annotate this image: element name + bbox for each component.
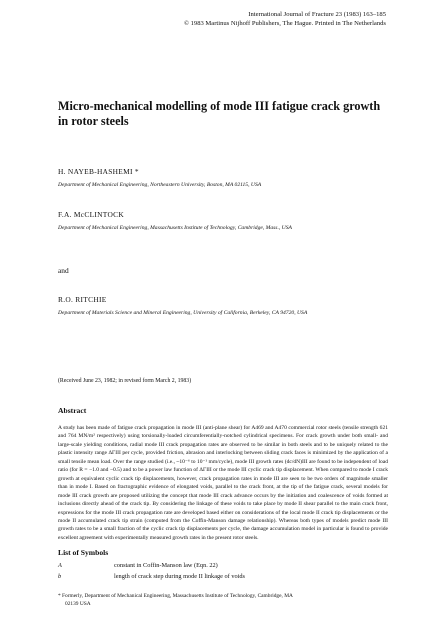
copyright-line: © 1983 Martinus Nijhoff Publishers, The Hague. Printed in The Netherlands xyxy=(183,20,386,27)
symbol-key: b xyxy=(58,573,62,580)
footnote xyxy=(58,592,378,608)
author-affiliation: Department of Materials Science and Mineral Engineering, University of California, Berkeley, CA 94720, USA xyxy=(58,310,308,316)
paper-title: Micro-mechanical modelling of mode III fatigue crack growth in rotor steels xyxy=(58,99,381,128)
author-affiliation: Department of Mechanical Engineering, Northeastern University, Boston, MA 02115, USA xyxy=(58,182,262,188)
footnote-line: 02139 USA xyxy=(65,601,91,607)
symbol-definition: constant in Coffin-Manson law (Eqn. 22) xyxy=(114,562,218,569)
and-conjunction: and xyxy=(58,266,69,275)
received-date: (Received June 23, 1982; in revised form March 2, 1983) xyxy=(58,378,192,384)
author-name: H. NAYEB-HASHEMI * xyxy=(58,167,139,176)
abstract-body: A study has been made of fatigue crack propagation in mode III (anti-plane shear) for A469 and A470 commercial rotor steels (tensile strength 621 and 764 MN/m² respectively) using torsionally-loaded circumferentially-notched cylindrical specimens. For crack growth under both small- and large-scale yielding conditions, radial mode III crack propagation rates are observed to be similar in both steels and to be uniquely related to the plastic intensity range ΔΓIII per cycle, provided friction, abrasion and interlocking between sliding crack faces is minimized by the application of a small tensile mean load. Over the range studied (i.e., ~10⁻⁶ to 10⁻¹ mm/cycle), mode III growth rates (dc/dN)III are found to be independent of load ratio (for R = −1.0 and −0.5) and to be a power law function of ΔΓIII or the mode III cyclic crack tip displacement. When compared to mode I crack growth at equivalent cyclic crack tip displacements, however, crack propagation rates in mode III are seen to be two orders of magnitude smaller than in mode I. Based on fractographic evidence of elongated voids, parallel to the crack front, at the tip of the fatigue crack, several models for mode III crack growth are proposed utilizing the concept that mode III crack advance occurs by the initiation and coalescence of voids formed at inclusions directly ahead of the crack tip. By considering the linkage of these voids to take place by mode II shear parallel to the main crack front, expressions for the mode III crack propagation rate are developed based either on considerations of the local mode II crack tip displacements or the mode II accumulated crack tip strain (computed from the Coffin-Manson damage relationship). Whereas both types of models predict mode III growth rates to be a small fraction of the cyclic crack tip displacements per cycle, the damage accumulation model in particular is found to provide excellent agreement with experimentally measured growth rates in the present rotor steels. xyxy=(58,425,388,541)
author-name: R.O. RITCHIE xyxy=(58,295,107,304)
footnote-line: * Formerly, Department of Mechanical Engineering, Massachusetts Institute of Technology, Cambridge, MA xyxy=(58,593,293,599)
symbols-heading: List of Symbols xyxy=(58,548,109,557)
masthead xyxy=(184,10,386,28)
abstract-heading: Abstract xyxy=(58,406,87,415)
symbol-key: A xyxy=(58,562,62,569)
author-affiliation: Department of Mechanical Engineering, Massachusetts Institute of Technology, Cambridge, Mass., USA xyxy=(58,225,292,231)
journal-citation: International Journal of Fracture 23 (1983) 163–185 xyxy=(248,11,386,18)
symbol-definition: length of crack step during mode II linkage of voids xyxy=(114,573,245,580)
author-name: F.A. McCLINTOCK xyxy=(58,210,124,219)
